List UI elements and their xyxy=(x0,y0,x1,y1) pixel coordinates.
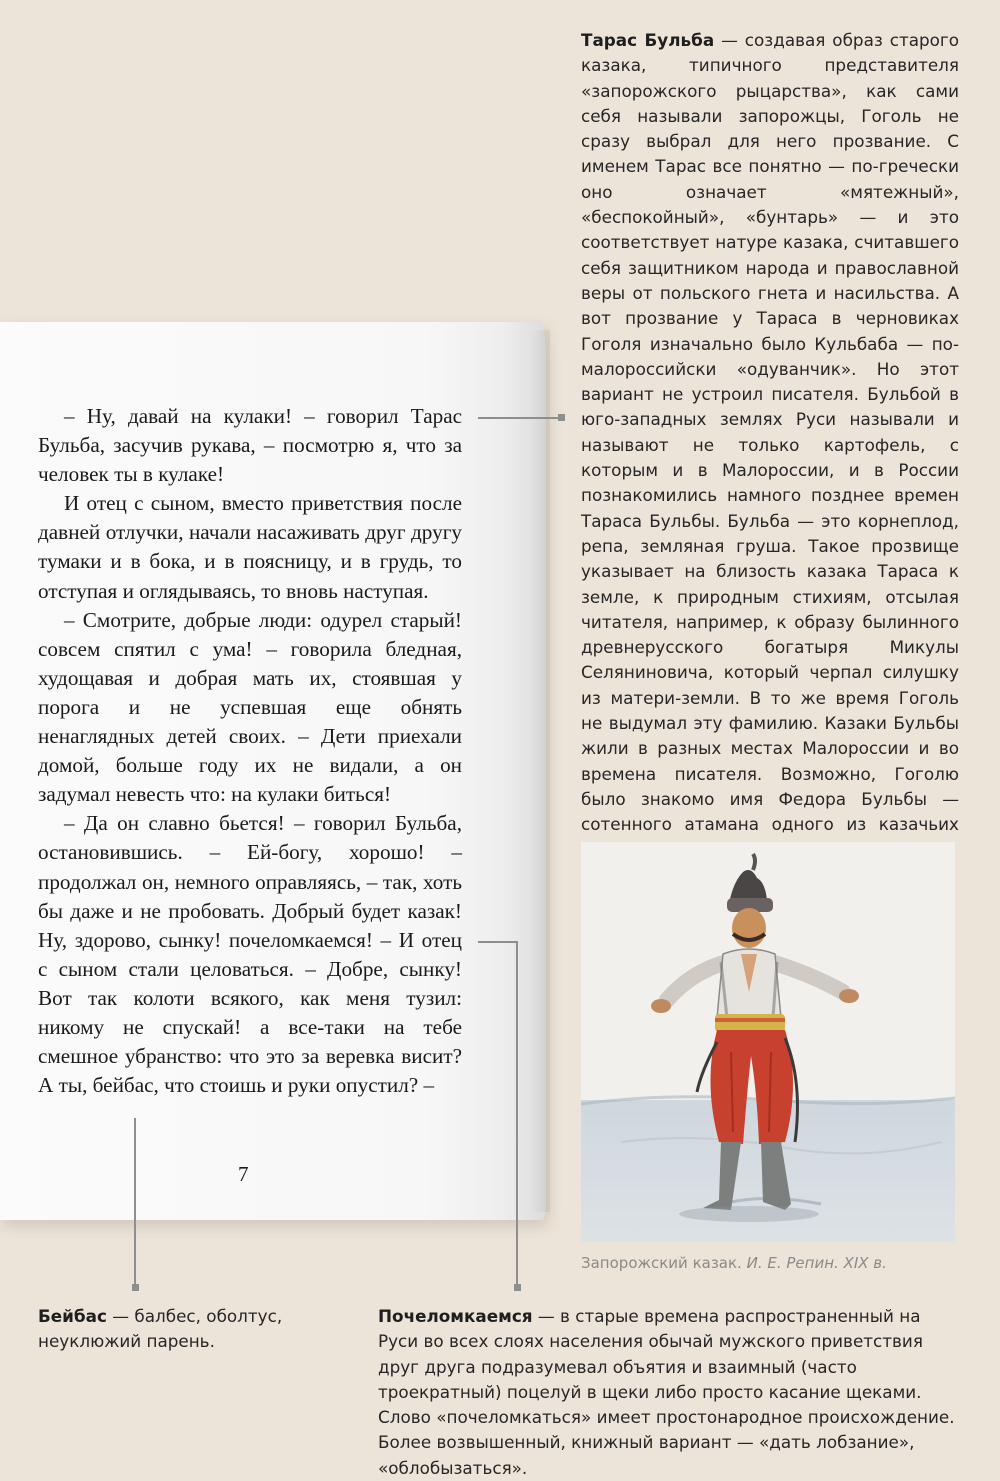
note-term-beibas: Бейбас xyxy=(38,1306,107,1326)
painting-caption xyxy=(581,1254,887,1272)
book-text xyxy=(38,402,462,1100)
book-paragraph-2: И отец с сыном, вместо приветствия после давней отлучки, начали насаживать друг другу тумаки и в бока, и в поясницу, и в грудь, то отступая и оглядываясь, то вновь наступая. xyxy=(38,491,462,603)
note-beibas xyxy=(38,1304,288,1355)
note-text-beibas: — балбес, оболтус, неуклюжий парень. xyxy=(38,1306,283,1352)
leader-line-pochel-v xyxy=(516,941,518,1287)
leader-dot-taras xyxy=(558,414,565,421)
note-text-pochelomkaemsya: — в старые времена распространенный на Руси во всех слоях населения обычай мужского приветствия друг друга подразумевал объятия и взаимный (часто троекратный) поцелуй в щеки либо просто касание щеками. Слово «почеломкаться» имеет простонародное происхождение. Более возвышенный, книжный вариант — «дать лобзание», «облобызаться». xyxy=(378,1306,955,1478)
caption-title: Запорожский казак. xyxy=(581,1254,742,1272)
leader-dot-pochel xyxy=(514,1284,521,1291)
note-pochelomkaemsya xyxy=(378,1304,960,1481)
leader-line-pochel-h xyxy=(478,941,518,943)
page-edge-shadow xyxy=(530,330,550,1212)
book-paragraph-1: – Ну, давай на кулаки! – говорил Тарас Бульба, засучив рукава, – посмотрю я, что за человек ты в кулаке! xyxy=(38,404,462,487)
leader-line-taras xyxy=(478,417,560,419)
book-paragraph-4: – Да он славно бьется! – говорил Бульба, остановившись. – Ей-богу, хорошо! – продолжал он, немного оправляясь, – так, хоть бы даже и не пробовать. Добрый будет казак! Ну, здорово, сынку! почеломкаемся! – И отец с сыном стали целоваться. – Добре, сынку! Вот так колоти всякого, как меня тузил: никому не спускай! а все-таки на тебе смешное убранство: что это за веревка висит? А ты, бейбас, что стоишь и руки опустил? – xyxy=(38,811,462,1098)
note-term-pochelomkaemsya: Почеломкаемся xyxy=(378,1306,533,1326)
cossack-illustration xyxy=(581,842,955,1242)
leader-dot-beibas xyxy=(132,1284,139,1291)
note-term-taras: Тарас Бульба xyxy=(581,30,715,50)
leader-line-beibas xyxy=(134,1118,136,1288)
book-paragraph-3: – Смотрите, добрые люди: одурел старый! совсем спятил с ума! – говорила бледная, худощавая и добрая мать их, стоявшая у порога и не успевшая еще обнять ненаглядных детей своих. – Дети приехали домой, больше году их не видали, а он задумал невесть что: на кулаки биться! xyxy=(38,607,462,807)
page-number: 7 xyxy=(238,1162,249,1186)
cossack-painting xyxy=(581,842,955,1242)
note-text-taras: — создавая образ старого казака, типичного представителя «запорожского рыцарства», как сами себя называли запорожцы, Гоголь не сразу выбрал для него прозвание. С именем Тарас все понятно — по-гречески оно означает «мятежный», «беспокойный», «бунтарь» — и это соответствует натуре казака, считавшего себя защитником народа и православной веры от польского гнета и насильства. А вот прозвание у Тараса в черновиках Гоголя изначально было Кульбаба — по-малороссийски «одуванчик». Но этот вариант не устроил писателя. Бульбой в юго-западных землях Руси называли и называют не только картофель, с которым и в Малороссии, и в России познакомились намного позднее времен Тараса Бульбы. Бульба — это корнеплод, репа, земляная груша. Такое прозвище указывает на близость казака Тараса к земле, к природным стихиям, отсылая читателя, например, к образу былинного древнерусского богатыря Микулы Селяниновича, который черпал силушку из матери-земли. В то же время Гоголь не выдумал эту фамилию. Казаки Бульбы жили в разных местах Малороссии и во времена писателя. Возможно, Гоголю было знакомо имя Федора Бульбы — сотенного атамана одного из казачьих xyxy=(581,30,959,835)
caption-author: И. Е. Репин. XIX в. xyxy=(746,1254,887,1272)
note-taras-bulba xyxy=(581,28,959,863)
